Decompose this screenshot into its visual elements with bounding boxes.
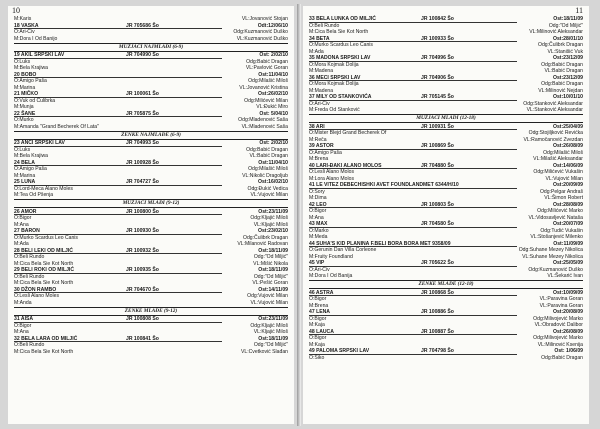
dog-info-line [14, 349, 288, 356]
class-heading: ŽENKE NAJMLAĐE (6-9) [14, 131, 288, 140]
dog-info-line [14, 36, 288, 43]
parent-name: M:Kaja [309, 322, 325, 328]
parent-name: O:Mister Blejd Grand Becherek Of [309, 130, 387, 136]
registration-number: JR 100808 Šo [126, 316, 222, 323]
registration-number [164, 192, 222, 199]
owner-breeder: Odg:Milićević Milan [244, 97, 288, 104]
registration-number: JR 704993 Šo [126, 140, 222, 147]
dog-name: 40 LARI-ĐAKI ALANO MOLOS [309, 163, 421, 170]
parent-name: O:Beli Rundo [309, 22, 340, 29]
dog-name: 49 PALOMA SRPSKI LAV [309, 348, 421, 355]
birth-date: Ost:18/11/09 [258, 267, 288, 273]
birth-date: Ost:26/02/10 [257, 91, 288, 97]
owner-breeder: Odg:Đukić Vedica [247, 185, 288, 192]
registration-number: JR 704880 Šo [421, 163, 517, 170]
owner-breeder: Odg:Babić Dragan [541, 354, 583, 361]
class-heading: ŽENKE MLADE (12-18) [309, 280, 583, 289]
owner-breeder: Odg:Suhane Mezey Nikolica [518, 247, 583, 253]
owner-breeder: VL:Kljajić Miloš [253, 221, 288, 228]
dog-name: 21 MIČKO [14, 91, 126, 98]
owner-breeder: VL:Suhane Mezey Nikolica [522, 253, 583, 260]
owner-breeder: VL:Paravina Goran [539, 302, 583, 309]
owner-breeder: Odg:Babić Dragan [541, 81, 583, 87]
registration-number: JR 704798 Šo [421, 348, 517, 355]
registration-number: JR 100933 Šo [421, 36, 517, 43]
owner-breeder: VL:Šimon Robert [544, 195, 583, 201]
dog-name: 41 LE VITEZ DEBECHISHKI AVET FOUNDLANDMET 6344/H/10 [309, 182, 459, 188]
right-page [303, 6, 589, 424]
dog-info-line [14, 192, 288, 199]
birth-date: Ost:20/09/09 [552, 182, 583, 188]
owner-breeder: Odg:Milašić Miloš [543, 149, 583, 156]
owner-breeder: VL:Babić Dragan [544, 68, 583, 74]
registration-number: JR 100930 Šo [126, 228, 222, 235]
owner-breeder: Odg:Babić Dragan [541, 61, 583, 68]
parent-name: O:Ari-Čiv [14, 29, 35, 35]
owner-breeder: VL:Vujović Milan [545, 175, 583, 182]
parent-name: M:Ana [309, 214, 324, 221]
dog-info-line [309, 355, 583, 362]
owner-breeder: Odg:Milivojević Marko [533, 335, 583, 341]
parent-name: M:Ada [14, 241, 29, 247]
parent-name: O:Bigor [309, 335, 327, 341]
registration-number: JR 100841 Šo [126, 336, 222, 343]
owner-breeder: VL:Milinović Ksenija [537, 341, 583, 348]
registration-number [164, 300, 222, 307]
owner-breeder: VL:Kljajić Miloš [253, 329, 288, 335]
registration-number: JR 100803 Šo [421, 202, 517, 209]
parent-name: O:Bigor [309, 315, 327, 322]
dog-info-line [14, 124, 288, 131]
parent-name: O:Beli Rundo [14, 254, 45, 260]
dog-name: 45 VIP [309, 260, 421, 267]
birth-date: Ost:18/11/09 [258, 335, 288, 342]
birth-date: Odt:12/06/10 [257, 22, 288, 29]
owner-breeder: VL:Milašić Aleksandar [533, 156, 583, 162]
dog-name: 23 ANCI SRPSKI LAV [14, 140, 126, 147]
owner-breeder: Odg:Čulibrk Dragan [537, 42, 583, 48]
owner-breeder: Odg:Milivojević Marko [533, 315, 583, 322]
parent-name: M:Cica Bela Sie Kot North [14, 348, 74, 355]
registration-number: JR 704990 Šo [126, 52, 222, 59]
owner-breeder: Odg:"Od Miljić" [548, 22, 583, 29]
dog-name: 33 BELA LUNKA OD MILJIĆ [309, 16, 421, 23]
birth-date: Ost:23/12/09 [552, 55, 583, 61]
dog-name: 24 BELA [14, 160, 126, 167]
parent-name: O:Bigor [309, 208, 327, 214]
catalog-entries [8, 16, 294, 355]
parent-name: M:Tea Od Pšenja [14, 192, 54, 198]
class-heading: MUŽJACI MLAĐI (9-12) [14, 199, 288, 208]
dog-name: 37 MILY OD STANKOVIĆA [309, 94, 421, 101]
owner-breeder: Odg:Milašić Miloš [248, 78, 288, 84]
owner-breeder: VL:Milinović Aleksandar [529, 29, 583, 35]
parent-name: M:Meda [309, 234, 328, 240]
registration-number [459, 355, 517, 362]
parent-name: O:Gerunin Dan Villa Corleone [309, 247, 377, 253]
birth-date: Ost:25/05/09 [552, 260, 583, 266]
registration-number [164, 124, 222, 131]
parent-name: O:Amigo Paša [14, 78, 47, 84]
birth-date: Ost:26/08/09 [552, 328, 583, 335]
registration-number: JR 100928 Šo [126, 160, 222, 167]
owner-breeder: VL:Stanković Aleksandar [526, 107, 583, 113]
owner-breeder: Odg:Stojiljković Revićka [528, 130, 583, 136]
birth-date: Ost:23/12/09 [552, 74, 583, 81]
owner-breeder: Odg:"Od Miljić" [253, 342, 288, 348]
registration-number: JR 100932 Šo [126, 248, 222, 255]
owner-breeder: VL:Babić Dragan [249, 153, 288, 159]
birth-date: Ost: 2/02/10 [259, 140, 288, 146]
parent-name: O:Amigo Paša [14, 166, 47, 172]
dog-name: 25 LUNA [14, 179, 126, 186]
page-number: 11 [575, 6, 583, 15]
owner-breeder: Odg:Babić Dragan [246, 58, 288, 65]
dog-name: 19 AKIL SRPSKI LAV [14, 52, 126, 59]
birth-date: Ost:11/09/09 [553, 240, 583, 247]
registration-number: JR 704670 Šo [126, 287, 222, 294]
catalog-entries [303, 16, 589, 361]
parent-name: O:Mora Kojmak Dolija [309, 61, 359, 68]
birth-date: Ost:11/04/10 [258, 71, 288, 78]
owner-breeder: VL:Cvetković Slađan [240, 348, 288, 355]
registration-number [459, 107, 517, 114]
birth-date: Ost:14/06/09 [552, 162, 583, 169]
parent-name: M:Bela Krajiwa [14, 65, 48, 71]
birth-date: Ost:23/02/10 [257, 228, 288, 234]
owner-breeder: VL:Pešić Goran [252, 280, 288, 286]
owner-breeder: VL:Pavlović Goran [245, 65, 288, 71]
owner-breeder: Odg:Kljajić Miloš [250, 322, 288, 329]
owner-breeder: Odg:Kuzmanović Duško [528, 266, 583, 273]
dog-name: 27 BARON [14, 228, 126, 235]
birth-date: Ost: 2/02/10 [259, 52, 288, 58]
parent-name: M:Madena [309, 68, 334, 74]
dog-name: 38 ARI [309, 124, 421, 131]
registration-number: JR 704727 Šo [126, 179, 222, 186]
birth-date: Ost:20/08/09 [552, 309, 583, 315]
parent-name: M:Kaja [309, 341, 325, 348]
birth-date: Ost:28/08/09 [552, 201, 583, 208]
parent-name: O:Luks [14, 146, 31, 153]
owner-breeder: VL:Vujović Milan [250, 192, 288, 198]
parent-name: M:Brena [309, 302, 329, 309]
owner-breeder: VL:Paravina Goran [539, 296, 583, 302]
parent-name: M:Freda Od Stanković [309, 107, 360, 113]
registration-number [164, 36, 222, 43]
owner-breeder: VL:Stošanjević Milenko [530, 234, 583, 240]
owner-breeder: Odg:Mladenović Saša [238, 117, 288, 123]
registration-number [459, 273, 517, 280]
parent-name: O:Vuk od Čulibrka [14, 97, 56, 104]
dog-info-line [309, 273, 583, 280]
parent-name: M:Fruity Foundland [309, 253, 353, 260]
owner-breeder: Odg:Milićević Vukašin [533, 169, 583, 175]
owner-breeder: Odg:Milašić Miloš [248, 166, 288, 172]
registration-number: JR 100061 Šo [126, 91, 222, 98]
parent-name: M:Marina [14, 172, 36, 179]
parent-name: O:Beli Rundo [14, 342, 45, 348]
dog-name: 28 BELI LEKI OD MILJIĆ [14, 248, 126, 255]
dog-name: 29 BELI ROKI OD MILJIĆ [14, 267, 126, 274]
dog-info-line [309, 107, 583, 114]
dog-name: 18 VASKA [14, 23, 126, 30]
registration-number: JR 704996 Šo [421, 55, 517, 62]
parent-name: O:Mora Kojmak Dolija [309, 81, 359, 87]
birth-date: Ost:23/11/09 [258, 208, 288, 215]
registration-number: JR 100842 Šo [421, 16, 517, 23]
owner-breeder: Odg:Kljajić Miloš [250, 215, 288, 221]
owner-breeder: Odg:Čulibrk Dragan [242, 234, 288, 241]
birth-date: Ost:25/04/09 [552, 123, 583, 130]
owner-breeder: VL:Vidosavljević Nataša [528, 214, 583, 221]
registration-number: JR 100931 Šo [421, 124, 517, 131]
birth-date: Ost:10/09/09 [552, 289, 583, 296]
parent-name: O:Marko [309, 227, 329, 234]
registration-number: JR 704906 Šo [421, 75, 517, 82]
owner-breeder: VL:Nikolić Dragoljub [242, 172, 288, 179]
parent-name: M:Cica Bela Sie Kot North [14, 280, 74, 286]
owner-breeder: Odg:Babić Dragan [246, 146, 288, 153]
dog-name: 44 SUHA'S KID PLANINA F.BELI BORA BORA MET 9358/09 [309, 240, 451, 247]
dog-name: 32 BELA LARA OD MILJIĆ [14, 336, 126, 343]
dog-name: 42 LEO [309, 202, 421, 209]
owner-breeder: Odg:Tudić Vukašin [540, 227, 583, 234]
registration-number: JR 100868 Šo [421, 290, 517, 297]
parent-name: M:Ana [14, 221, 29, 228]
parent-name: M:Cica Bela Sie Kot North [309, 29, 369, 35]
dog-name: 47 LENA [309, 309, 421, 316]
class-heading: ŽENKE MLAĐE (9-12) [14, 307, 288, 316]
parent-name: M:Ada [309, 48, 324, 55]
owner-breeder: Odg:Stanković Aleksandar [523, 100, 583, 107]
birth-date: Ost: 5/04/10 [259, 110, 288, 117]
birth-date: Ost:18/11/09 [258, 247, 288, 254]
page-number: 10 [12, 6, 20, 15]
parent-name: O:Luks [14, 58, 31, 65]
parent-name: M:Brena [309, 156, 329, 162]
parent-name: O:Sory [309, 188, 325, 195]
parent-name: O:Bigor [14, 322, 32, 329]
parent-name: M:Reča [309, 136, 327, 143]
class-heading: MUŽJACI NAJMLAĐI (6-9) [14, 43, 288, 52]
owner-breeder: Odg:"Od Miljić" [253, 254, 288, 260]
owner-breeder: VL:Milinović Nejdan [538, 87, 583, 94]
owner-breeder: VL:Stanišić Vuk [547, 48, 583, 55]
registration-number: JR 100887 Šo [421, 329, 517, 336]
registration-number [164, 349, 222, 356]
parent-name: M:Munja [14, 104, 34, 110]
parent-name: M:Cica Bela Sie Kot North [14, 260, 74, 267]
dog-name: 22 ŠANE [14, 111, 126, 118]
parent-name: M:Amanda "Grand Becherek Of Lata" [14, 123, 99, 130]
parent-name: O:Bigor [309, 296, 327, 302]
parent-name: M:Bela Krajiwa [14, 153, 48, 159]
dog-name: 48 LAUCA [309, 329, 421, 336]
owner-breeder: VL:Vujović Milan [250, 299, 288, 306]
parent-name: M:Dora I Od Banijo [14, 35, 58, 42]
dog-info-line [14, 300, 288, 307]
registration-number: JR 100800 Šo [126, 209, 222, 216]
birth-date: Ost:18/11/09 [553, 16, 583, 22]
parent-name: O:Lord-Meca Alano Moles [14, 185, 73, 192]
parent-name: O:Beli Rundo [14, 273, 45, 280]
owner-breeder: Odg:Vujović Milan [247, 293, 288, 299]
owner-breeder: VL:Jovanović Kristina [239, 84, 288, 91]
parent-name: M:Karis [14, 16, 32, 22]
parent-name: O:Ari-Čiv [309, 266, 330, 273]
parent-name: M:Madena [309, 87, 334, 94]
owner-breeder: Odg:Pelgar Andraš [539, 188, 583, 195]
parent-name: M:Ana [14, 329, 29, 335]
owner-breeder: Odg:Kuzmanović Duško [233, 29, 288, 35]
registration-number: JR 100886 Šo [421, 309, 517, 316]
parent-name: O:Ari-Čiv [309, 100, 330, 107]
parent-name: O:Murko Scardus Leo Canis [14, 234, 78, 241]
dog-name: 26 AMOR [14, 209, 126, 216]
dog-name: 36 MECI SRPSKI LAV [309, 75, 421, 82]
parent-name: M:Dima [309, 195, 327, 201]
owner-breeder: VL:Kuzmanović Duško [236, 35, 288, 42]
dog-name: 35 MADONA SRPSKI LAV [309, 55, 421, 62]
parent-name: M:Dora I Od Banija [309, 273, 353, 279]
parent-name: M:Anda [14, 299, 32, 306]
registration-number: JR 100869 Šo [421, 143, 517, 150]
dog-name: 39 ASTOR [309, 143, 421, 150]
parent-name: O:Amigo Paša [309, 149, 342, 156]
birth-date: Ost:14/11/09 [258, 286, 288, 293]
owner-breeder: VL:Milanović Radovan [237, 241, 288, 247]
owner-breeder: VL:Mladenović Saša [241, 123, 288, 130]
parent-name: O:Bigor [14, 215, 32, 221]
dog-name: 43 MAX [309, 221, 421, 228]
left-page [8, 6, 294, 424]
birth-date: Ost: 1/06/09 [554, 348, 583, 354]
birth-date: Ost:10/01/10 [552, 94, 583, 100]
parent-name: O:Lesli Alano Molos [309, 169, 355, 175]
owner-breeder: VL:Obradović Dalibor [534, 322, 583, 328]
dog-name: 46 ASTRA [309, 290, 421, 297]
parent-name: O:Murko [14, 117, 34, 123]
registration-number: JR 705686 Šo [126, 23, 222, 30]
registration-number: JR 704580 Šo [421, 221, 517, 228]
owner-breeder: Odg:"Od Miljić" [253, 273, 288, 280]
dog-name: 30 DŽON RAMBO [14, 287, 126, 294]
registration-number: JR 705622 Šo [421, 260, 517, 267]
parent-name: M:Marina [14, 84, 36, 91]
owner-breeder: VL:Ramočanović Zvezdan [523, 136, 583, 143]
parent-name: O:Šiko [309, 354, 325, 361]
dog-name: 20 BOBO [14, 72, 126, 79]
class-heading: MUŽJACI MLADI (12-18) [309, 114, 583, 123]
registration-number: JR 705145 Šo [421, 94, 517, 101]
birth-date: Ost:11/04/10 [258, 159, 288, 166]
dog-name: 34 BETA [309, 36, 421, 43]
birth-date: Ost:23/11/09 [258, 316, 288, 322]
owner-breeder: VL:Mišić Nikola [253, 260, 288, 267]
owner-breeder: VL:Đukić Miro [256, 104, 288, 110]
registration-number: JR 100935 Šo [126, 267, 222, 274]
birth-date: Ost:26/08/09 [552, 143, 583, 149]
owner-breeder: Odg:Milićević Marko [537, 208, 583, 214]
book-gutter [297, 4, 301, 426]
parent-name: M:Lora Alano Molos [309, 175, 355, 182]
registration-number: JR 705875 Šo [126, 111, 222, 118]
birth-date: Ost:28/01/10 [552, 35, 583, 42]
birth-date: Ost:16/02/10 [257, 179, 288, 185]
dog-name: 31 AIŠA [14, 316, 126, 323]
parent-name: O:Lesli Alano Moles [14, 293, 60, 299]
owner-breeder: VL:Jovanović Stojan [241, 16, 288, 22]
parent-name: O:Murko Scardus Leo Canis [309, 42, 373, 48]
owner-breeder: VL:Šekarić Ivan [547, 273, 583, 279]
birth-date: Ost:20/07/09 [552, 221, 583, 227]
